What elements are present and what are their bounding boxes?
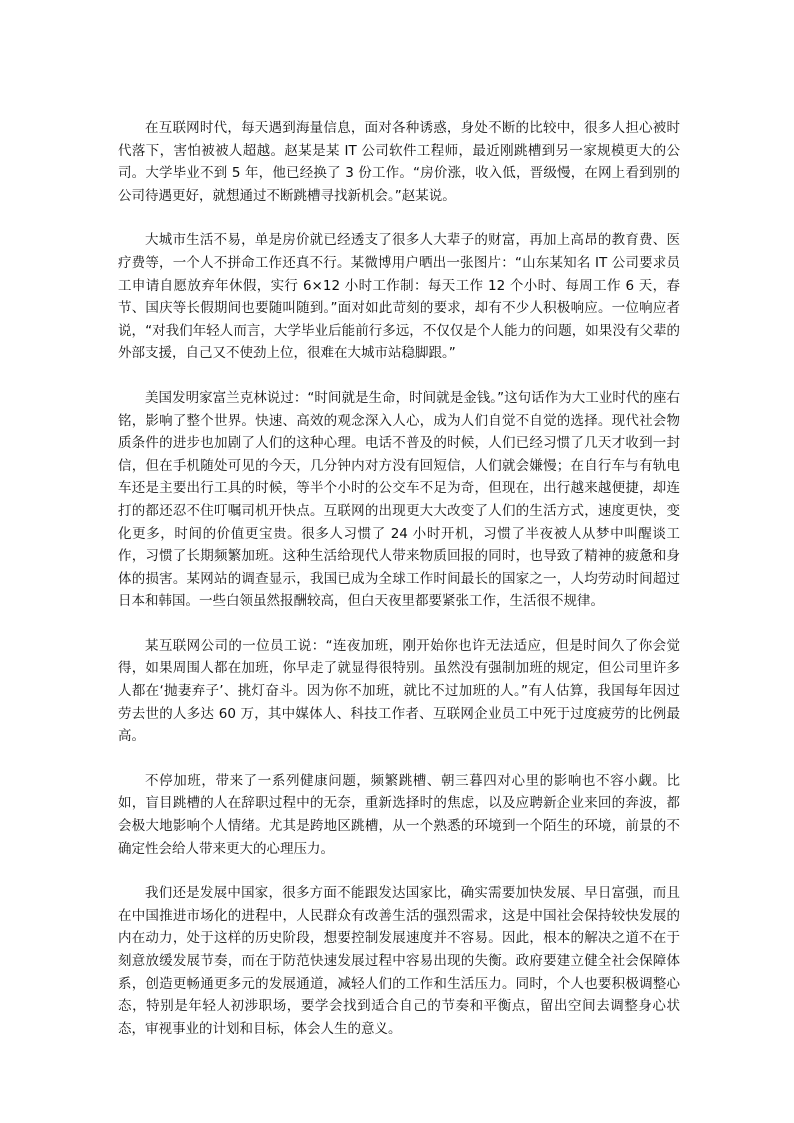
paragraph-4: 某互联网公司的一位员工说：“连夜加班，刚开始你也许无法适应，但是时间久了你会觉得，如果周围人都在加班，你早走了就显得很特别。虽然没有强制加班的规定，但公司里许多人都在‘抛妻弃子’、挑灯奋斗。因为你不加班，就比不过加班的人。”有人估算，我国每年因过劳去世的人多达 60 万，其中媒体人、科技工作者、互联网企业员工中死于过度疲劳的比例最高。 [118, 637, 680, 745]
paragraph-6: 我们还是发展中国家，很多方面不能跟发达国家比，确实需要加快发展、早日富强，而且在中国推进市场化的进程中，人民群众有改善生活的强烈需求，这是中国社会保持较快发展的内在动力，处于这样的历史阶段，想要控制发展速度并不容易。因此，根本的解决之道不在于刻意放缓发展节奏，而在于防范快速发展过程中容易出现的失衡。政府要建立健全社会保障体系，创造更畅通更多元的发展通道，减轻人们的工作和生活压力。同时，个人也要积极调整心态，特别是年轻人初涉职场，要学会找到适合自己的节奏和平衡点，留出空间去调整身心状态，审视事业的计划和目标，体会人生的意义。 [118, 885, 680, 1037]
paragraph-1: 在互联网时代，每天遇到海量信息，面对各种诱惑，身处不断的比较中，很多人担心被时代落下，害怕被被人超越。赵某是某 IT 公司软件工程师，最近刚跳槽到另一家规模更大的公司。大学毕业不到 5 年，他已经换了 3 份工作。“房价涨，收入低，晋级慢，在网上看到别的公司待遇更好，就想通过不断跳槽寻找新机会。”赵某说。 [118, 120, 680, 204]
paragraph-2: 大城市生活不易，单是房价就已经透支了很多人大辈子的财富，再加上高昂的教育费、医疗费等，一个人不拼命工作还真不行。某微博用户晒出一张图片：“山东某知名 IT 公司要求员工申请自愿放弃年休假，实行 6×12 小时工作制：每天工作 12 个小时、每周工作 6 天，春节、国庆等长假期间也要随叫随到。”面对如此苛刻的要求，却有不少人积极响应。一位响应者说，“对我们年轻人而言，大学毕业后能前行多远，不仅仅是个人能力的问题，如果没有父辈的外部支援，自己又不使劲上位，很难在大城市站稳脚跟。” [118, 232, 680, 362]
paragraph-5: 不停加班，带来了一系列健康问题，频繁跳槽、朝三暮四对心里的影响也不容小觑。比如，盲目跳槽的人在辞职过程中的无奈，重新选择时的焦虑，以及应聘新企业来回的奔波，都会极大地影响个人情绪。尤其是跨地区跳槽，从一个熟悉的环境到一个陌生的环境，前景的不确定性会给人带来更大的心理压力。 [118, 772, 680, 857]
paragraph-3: 美国发明家富兰克林说过：“时间就是生命，时间就是金钱。”这句话作为大工业时代的座右铭，影响了整个世界。快速、高效的观念深入人心，成为人们自觉不自觉的选择。现代社会物质条件的进步也加剧了人们的这种心理。电话不普及的时候，人们已经习惯了几天才收到一封信，但在手机随处可见的今天，几分钟内对方没有回短信，人们就会嫌慢；在自行车与有轨电车还是主要出行工具的时候，等半个小时的公交车不足为奇，但现在，出行越来越便捷，却连打的都还忍不住叮嘱司机开快点。互联网的出现更大大改变了人们的生活方式，速度更快，变化更多，时间的价值更宝贵。很多人习惯了 24 小时开机，习惯了半夜被人从梦中叫醒谈工作，习惯了长期频繁加班。这种生活给现代人带来物质回报的同时，也导致了精神的疲惫和身体的损害。某网站的调查显示，我国已成为全球工作时间最长的国家之一，人均劳动时间超过日本和韩国。一些白领虽然报酬较高，但白天夜里都要紧张工作，生活很不规律。 [118, 389, 680, 610]
article-body [118, 117, 680, 1040]
